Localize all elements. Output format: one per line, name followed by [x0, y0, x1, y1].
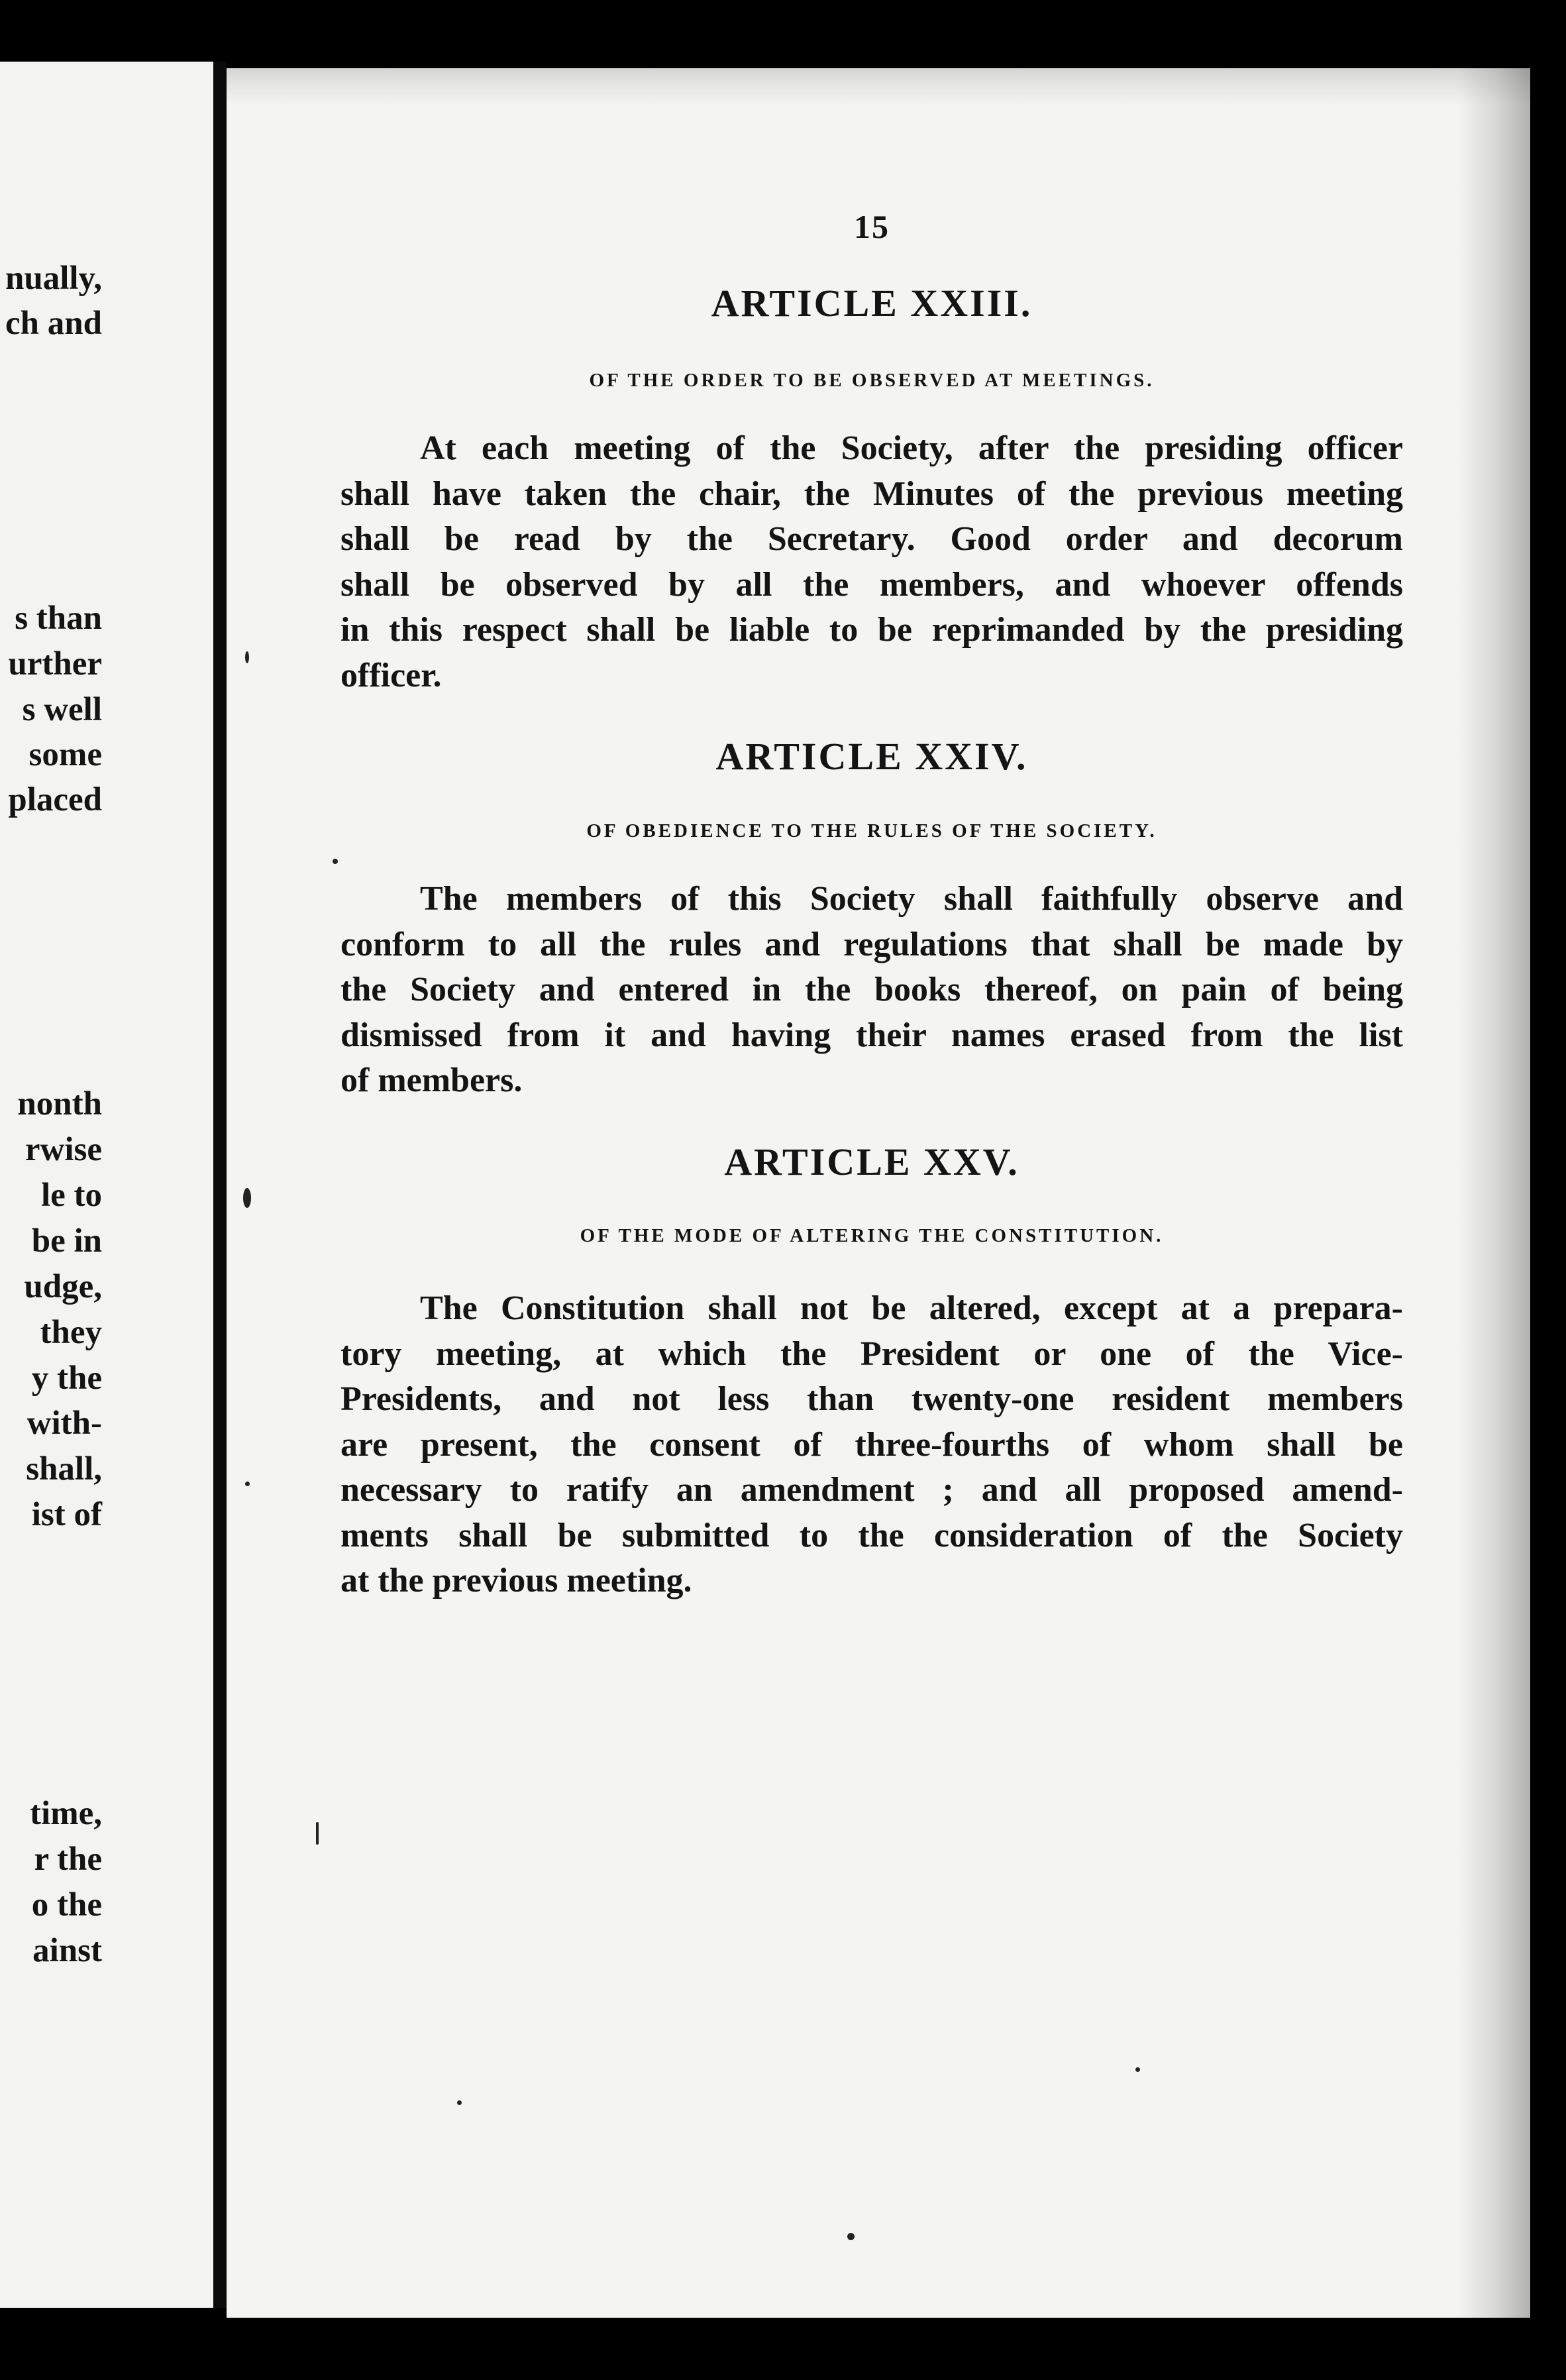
- article-23-title: ARTICLE XXIII.: [711, 282, 1033, 325]
- page-top-shadow: [227, 68, 1530, 105]
- left-page-line: some: [28, 736, 102, 773]
- print-speck: [847, 2233, 855, 2240]
- body-line: shall be observed by all the members, and whoever offends: [340, 565, 1403, 604]
- article-23-subtitle: OF THE ORDER TO BE OBSERVED AT MEETINGS.: [589, 370, 1155, 391]
- body-line: are present, the consent of three-fourths of whom shall be: [340, 1425, 1403, 1464]
- scan-border: [1530, 0, 1566, 2380]
- book-gutter: [213, 62, 227, 2308]
- print-speck: [243, 1188, 251, 1208]
- left-page-line: r the: [34, 1841, 102, 1878]
- article-24-body: [340, 877, 1403, 1104]
- article-24-subtitle: OF OBEDIENCE TO THE RULES OF THE SOCIETY.: [586, 820, 1157, 841]
- left-page-line: y the: [31, 1360, 102, 1397]
- body-line: officer.: [340, 656, 442, 694]
- left-page-line: ist of: [31, 1496, 102, 1533]
- main-page: [227, 68, 1530, 2318]
- body-line: necessary to ratify an amendment ; and all proposed amend-: [340, 1471, 1403, 1509]
- left-page-line: nually,: [5, 260, 102, 297]
- left-page-line: time,: [29, 1795, 102, 1832]
- left-page-line: le to: [40, 1177, 102, 1214]
- body-line: tory meeting, at which the President or one of the Vice-: [340, 1334, 1403, 1373]
- article-24-title: ARTICLE XXIV.: [715, 735, 1028, 778]
- body-line: the Society and entered in the books thereof, on pain of being: [340, 971, 1403, 1008]
- left-page-line: udge,: [24, 1268, 102, 1305]
- left-page-line: shall,: [26, 1450, 102, 1488]
- left-page-line: s than: [15, 600, 102, 637]
- body-line: At each meeting of the Society, after the presiding officer: [420, 429, 1403, 467]
- left-facing-page: [0, 62, 213, 2308]
- left-page-line: with-: [26, 1405, 102, 1442]
- body-line: in this respect shall be liable to be reprimanded by the presiding: [340, 611, 1403, 649]
- body-line: of members.: [340, 1061, 523, 1099]
- print-speck: [245, 651, 249, 663]
- print-speck: [1135, 2067, 1140, 2072]
- left-page-line: placed: [8, 781, 102, 818]
- body-line: dismissed from it and having their names erased from the list: [340, 1016, 1403, 1054]
- page-number: 15: [854, 208, 890, 245]
- page-edge-shadow: [1457, 68, 1530, 2318]
- left-page-line: urther: [8, 645, 102, 682]
- body-line: shall be read by the Secretary. Good order and decorum: [340, 520, 1403, 558]
- left-page-line: be in: [31, 1222, 102, 1260]
- left-page-line: they: [40, 1314, 102, 1351]
- article-25-subtitle: OF THE MODE OF ALTERING THE CONSTITUTION.: [580, 1225, 1164, 1246]
- left-page-line: s well: [22, 691, 102, 728]
- article-25-title: ARTICLE XXV.: [724, 1140, 1019, 1183]
- body-line: ments shall be submitted to the consideration of the Society: [340, 1516, 1403, 1554]
- body-line: conform to all the rules and regulations that shall be made by: [340, 925, 1403, 963]
- left-page-line: nonth: [17, 1085, 102, 1122]
- left-page-line: o the: [31, 1886, 102, 1923]
- print-speck: [245, 1482, 250, 1486]
- left-page-line: ch and: [5, 305, 102, 342]
- body-line: at the previous meeting.: [340, 1562, 692, 1599]
- article-25-body: [340, 1286, 1403, 1604]
- print-speck: [457, 2100, 462, 2105]
- left-page-line: ainst: [32, 1932, 102, 1969]
- body-line: Presidents, and not less than twenty-one resident members: [340, 1380, 1403, 1418]
- left-page-line: rwise: [25, 1131, 102, 1168]
- body-line: shall have taken the chair, the Minutes of the previous meeting: [340, 474, 1403, 513]
- print-speck: [333, 859, 338, 864]
- article-23-body: [340, 426, 1403, 698]
- body-line: The Constitution shall not be altered, except at a prepara-: [420, 1289, 1403, 1327]
- print-speck: [316, 1822, 319, 1845]
- body-line: The members of this Society shall faithfully observe and: [420, 880, 1403, 918]
